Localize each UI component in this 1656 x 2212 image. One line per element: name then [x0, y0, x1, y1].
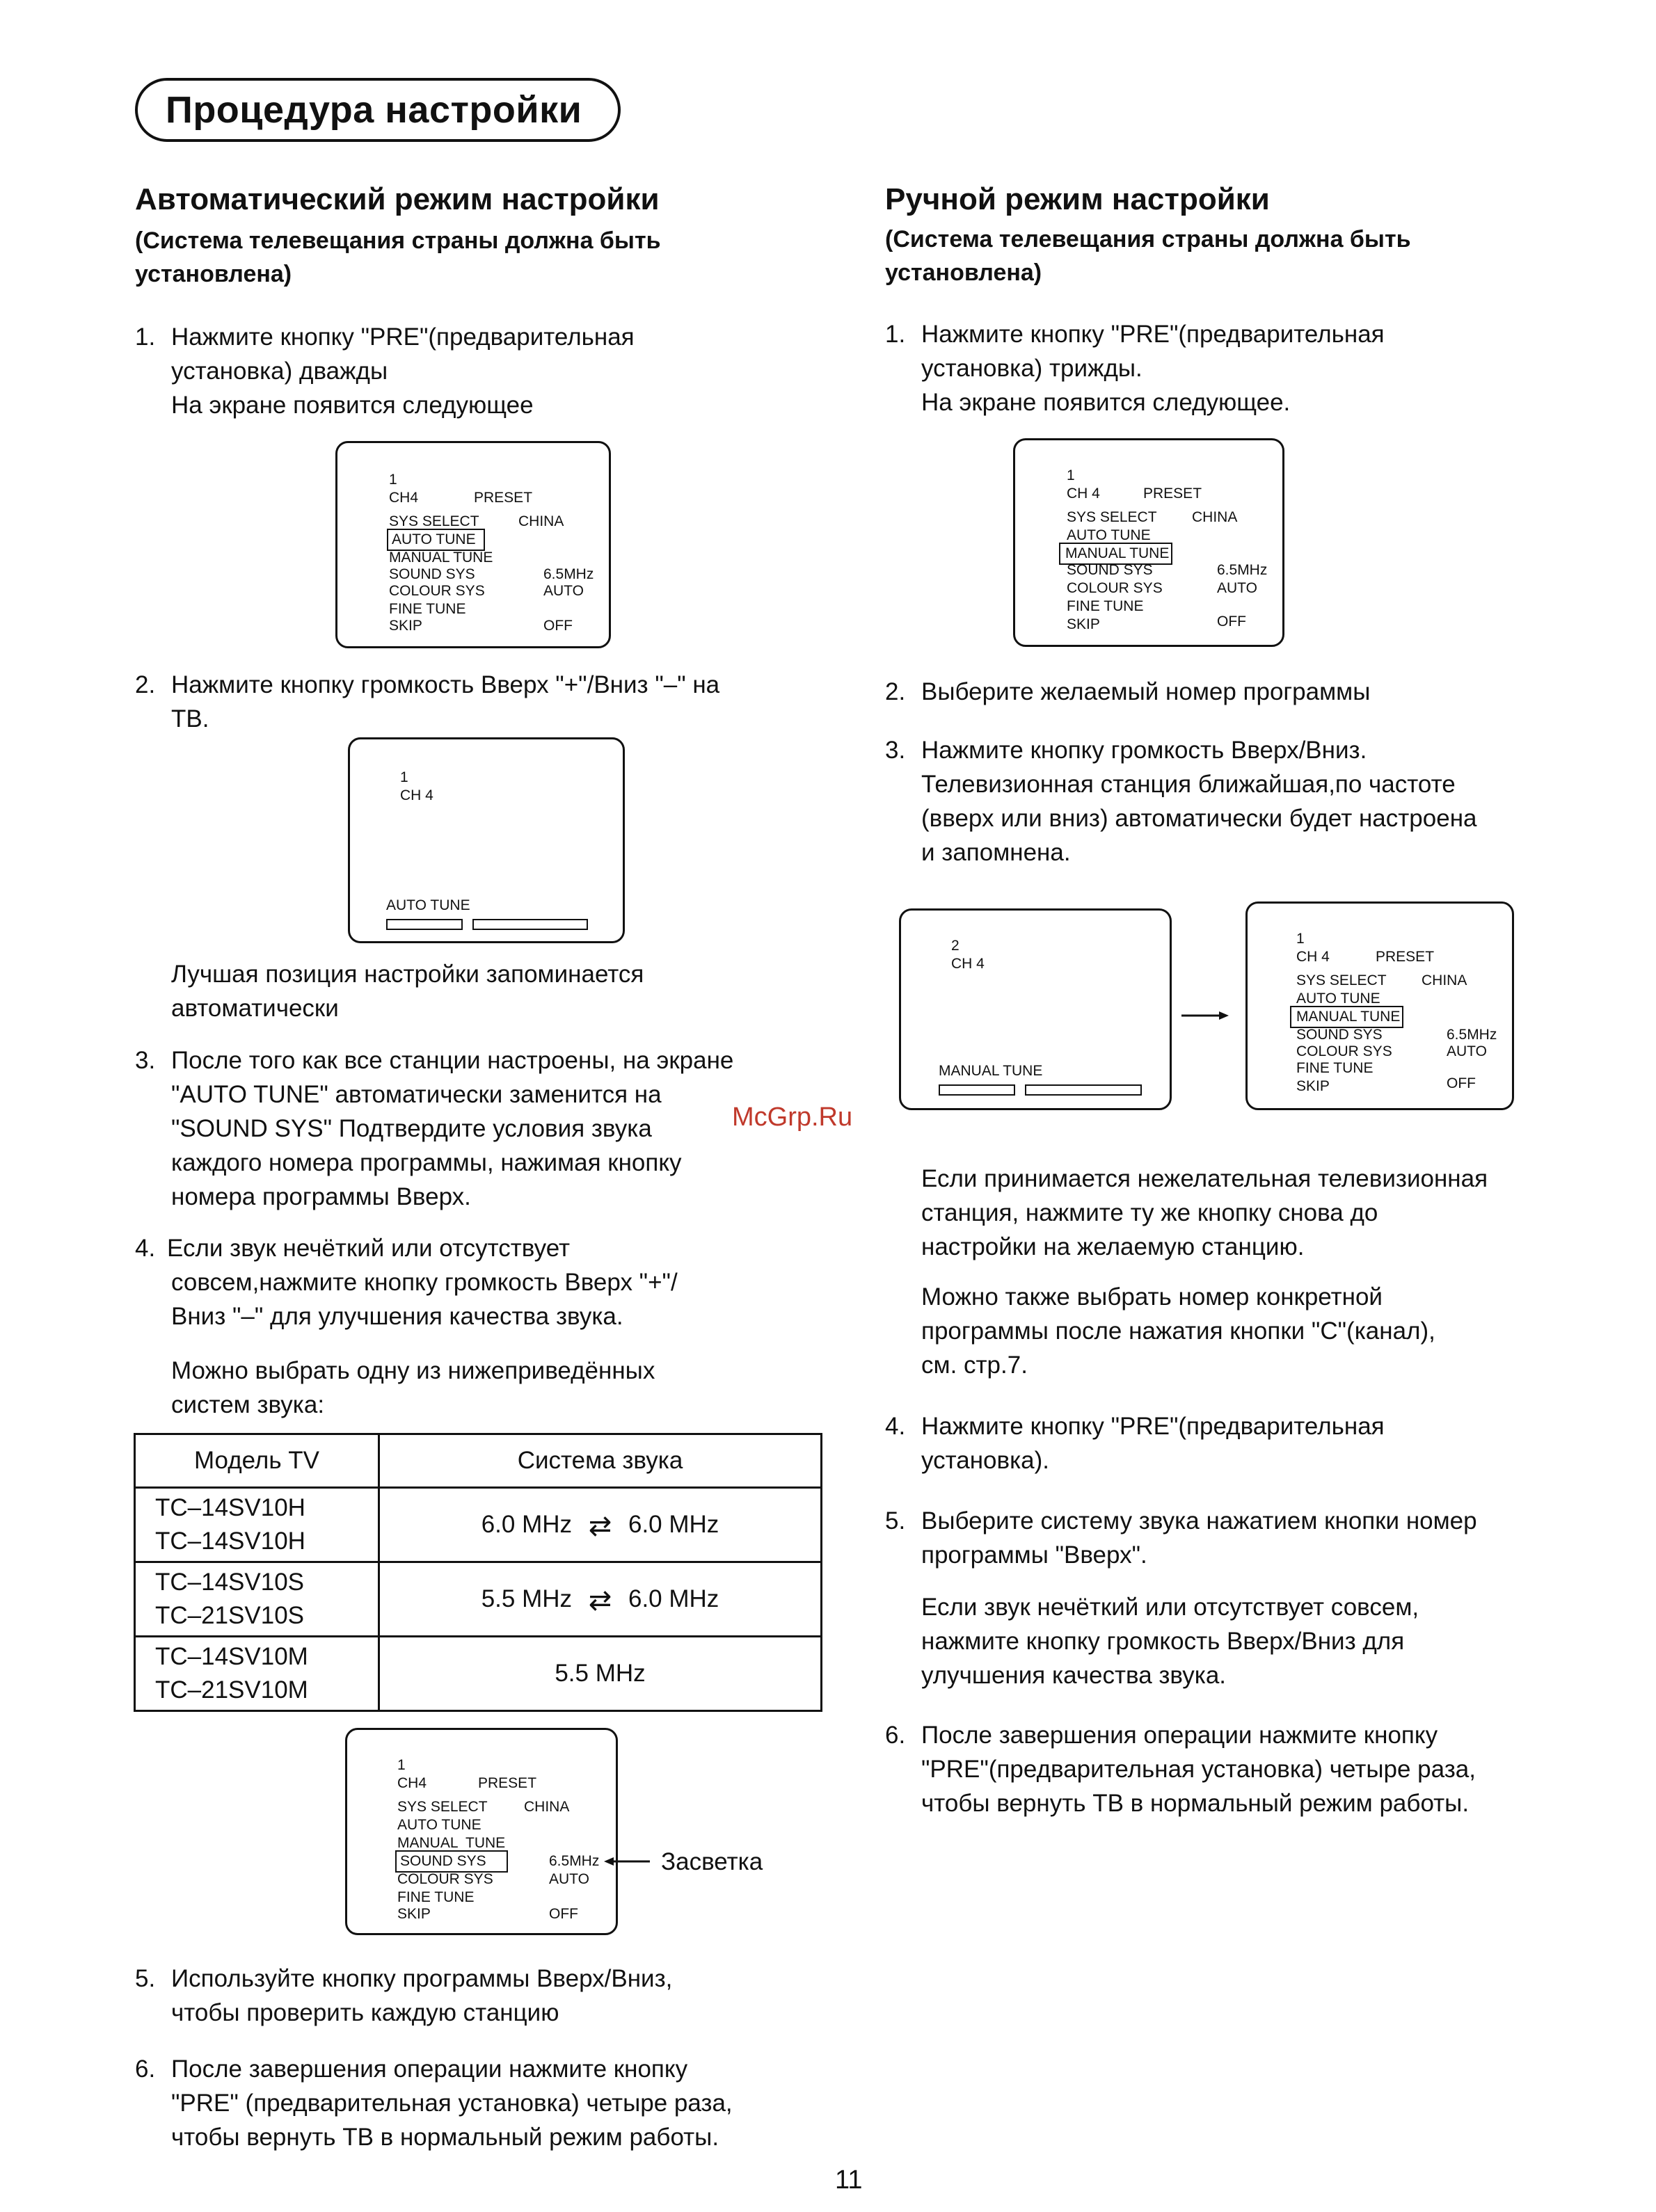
- model-name: TC–14SV10H: [155, 1528, 305, 1555]
- osd-row-label: MANUAL TUNE: [389, 550, 493, 566]
- left-step-2: [135, 668, 859, 736]
- step-number: 4.: [135, 1235, 156, 1262]
- osd-mode: PRESET: [478, 1775, 537, 1791]
- step-text: "PRE" (предварительная установка) четыре раза,: [171, 2090, 733, 2117]
- osd-row-value: CHINA: [518, 513, 564, 529]
- step-number: 2.: [885, 678, 906, 705]
- osd-channel-number: 1: [397, 1757, 406, 1773]
- osd-channel-number: 1: [389, 472, 397, 488]
- right-step-3: [885, 733, 1623, 869]
- osd-row-label-highlighted: SOUND SYS: [397, 1852, 506, 1870]
- step-text: и запомнена.: [921, 839, 1071, 866]
- step-text: Нажмите кнопку громкость Вверх/Вниз.: [921, 737, 1367, 764]
- osd-row-label-highlighted: MANUAL TUNE: [1061, 545, 1170, 563]
- osd-channel: CH 4: [1296, 949, 1330, 965]
- step-text: Нажмите кнопку громкость Вверх "+"/Вниз "–" на: [171, 671, 720, 698]
- osd-mode: PRESET: [1143, 486, 1202, 502]
- right-note-2-line2: программы после нажатия кнопки "C"(канал),: [921, 1317, 1435, 1345]
- step-text: После завершения операции нажмите кнопку: [921, 1722, 1438, 1749]
- osd-row-label: SYS SELECT: [397, 1799, 488, 1815]
- arrow-right-icon: [1180, 1009, 1230, 1023]
- osd-row-value: AUTO: [1217, 580, 1257, 596]
- osd-row-label: COLOUR SYS: [389, 583, 485, 599]
- step-number: 6.: [885, 1722, 906, 1749]
- tv-screen-manual-tune-progress: [899, 908, 1172, 1110]
- step-text: совсем,нажмите кнопку громкость Вверх "+"/: [171, 1269, 678, 1296]
- left-step-6: [135, 2052, 873, 2154]
- step-text: Если звук нечёткий или отсутствует: [167, 1235, 571, 1262]
- table-cell-sound-system: [379, 1488, 822, 1562]
- osd-row-label: SOUND SYS: [1067, 562, 1153, 578]
- auto-tune-heading: Автоматический режим настройки: [135, 182, 660, 216]
- osd-row-value: CHINA: [1422, 972, 1467, 988]
- osd-row-value: AUTO: [543, 583, 584, 599]
- manual-tune-heading: Ручной режим настройки: [885, 182, 1270, 216]
- step-text: ТВ.: [171, 705, 209, 732]
- table-cell-sound-system: [379, 1562, 822, 1637]
- step-text: Используйте кнопку программы Вверх/Вниз,: [171, 1965, 673, 1992]
- step-text: "PRE"(предварительная установка) четыре раза,: [921, 1756, 1476, 1783]
- step-text: После того как все станции настроены, на экране: [171, 1047, 734, 1074]
- osd-row-label: SOUND SYS: [389, 566, 475, 582]
- left-note-1-line2: автоматически: [171, 995, 339, 1022]
- table-cell-model: [135, 1637, 379, 1711]
- manual-tune-subheading-line2: установлена): [885, 259, 1042, 286]
- right-note-1-line3: настройки на желаемую станцию.: [921, 1233, 1305, 1260]
- model-name: TC–14SV10M: [155, 1643, 308, 1670]
- osd-channel-number: 1: [400, 769, 408, 785]
- step-text: Нажмите кнопку "PRE"(предварительная: [921, 321, 1385, 348]
- osd-row-label: FINE TUNE: [1067, 598, 1144, 614]
- osd-row-label: SOUND SYS: [1296, 1027, 1383, 1043]
- osd-row-label: SYS SELECT: [1296, 972, 1387, 988]
- tune-progress-bar: [1025, 1084, 1142, 1096]
- step-text: Вниз "–" для улучшения качества звука.: [171, 1303, 623, 1330]
- osd-row-label: COLOUR SYS: [397, 1871, 493, 1887]
- osd-mode: PRESET: [474, 490, 533, 506]
- table-row: [135, 1562, 822, 1637]
- step-text: каждого номера программы, нажимая кнопку: [171, 1149, 682, 1176]
- auto-tune-subheading-line2: установлена): [135, 261, 292, 287]
- osd-row-value: 6.5MHz: [543, 566, 594, 582]
- step-text: На экране появится следующее.: [921, 389, 1291, 416]
- right-note-3-line2: нажмите кнопку громкость Вверх/Вниз для: [921, 1628, 1405, 1655]
- osd-row-value: OFF: [1447, 1075, 1476, 1091]
- osd-row-value: OFF: [1217, 614, 1246, 630]
- right-step-2: [885, 675, 1623, 709]
- table-header-sound-system: Система звука: [379, 1434, 822, 1488]
- toggle-arrows-icon: ⇄: [588, 1585, 612, 1616]
- step-text: программы "Вверх".: [921, 1541, 1147, 1569]
- step-text: установка) дважды: [171, 358, 388, 385]
- right-step-4: [885, 1409, 1623, 1477]
- callout-arrow-icon: [604, 1854, 653, 1868]
- osd-row-value: CHINA: [524, 1799, 570, 1815]
- tv-screen-preset-manual-result: [1245, 901, 1514, 1110]
- table-header-model: Модель TV: [135, 1434, 379, 1488]
- osd-row-value: OFF: [543, 618, 573, 634]
- osd-channel: CH 4: [951, 956, 985, 972]
- tune-progress-bar: [386, 919, 463, 930]
- osd-tune-label: AUTO TUNE: [386, 897, 470, 913]
- right-step-6: [885, 1718, 1623, 1820]
- highlight-callout-label: Засветка: [661, 1848, 763, 1875]
- page-number: 11: [835, 2165, 863, 2195]
- auto-tune-subheading-line1: (Система телевещания страны должна быть: [135, 227, 661, 254]
- tv-screen-auto-tune-progress: [348, 737, 625, 943]
- osd-row-label: AUTO TUNE: [1067, 527, 1151, 543]
- sound-system-value: 6.0 MHz: [628, 1511, 719, 1538]
- table-cell-model: [135, 1488, 379, 1562]
- osd-row-value: 6.5MHz: [1447, 1027, 1497, 1043]
- table-row: [135, 1488, 822, 1562]
- osd-row-label: SKIP: [397, 1906, 431, 1922]
- right-note-2-line1: Можно также выбрать номер конкретной: [921, 1283, 1383, 1311]
- right-step-5: [885, 1504, 1623, 1572]
- osd-channel: CH 4: [1067, 486, 1100, 502]
- step-number: 1.: [135, 323, 156, 351]
- osd-channel: CH4: [397, 1775, 427, 1791]
- step-text: Нажмите кнопку "PRE"(предварительная: [171, 323, 635, 351]
- page-title: Процедура настройки: [135, 78, 621, 142]
- left-note-2-line2: систем звука:: [171, 1391, 325, 1418]
- osd-row-label: SYS SELECT: [1067, 509, 1157, 525]
- osd-row-label: FINE TUNE: [1296, 1060, 1374, 1076]
- right-note-1-line2: станция, нажмите ту же кнопку снова до: [921, 1199, 1378, 1226]
- manual-tune-subheading-line1: (Система телевещания страны должна быть: [885, 226, 1411, 253]
- osd-row-value: AUTO: [1447, 1043, 1487, 1059]
- osd-row-value: 6.5MHz: [1217, 562, 1268, 578]
- step-number: 3.: [135, 1047, 156, 1074]
- step-text: Выберите желаемый номер программы: [921, 678, 1371, 705]
- tune-progress-bar: [939, 1084, 1015, 1096]
- table-cell-sound-system: [379, 1637, 822, 1711]
- step-text: "AUTO TUNE" автоматически заменится на: [171, 1081, 662, 1108]
- osd-row-value: CHINA: [1192, 509, 1238, 525]
- table-cell-model: [135, 1562, 379, 1637]
- step-text: Нажмите кнопку "PRE"(предварительная: [921, 1413, 1385, 1440]
- sound-system-table: [134, 1433, 822, 1712]
- osd-row-label: SKIP: [389, 618, 422, 634]
- sound-system-value: 5.5 MHz: [555, 1660, 646, 1687]
- watermark: McGrp.Ru: [732, 1103, 853, 1132]
- osd-row-label-highlighted: AUTO TUNE: [389, 531, 483, 549]
- model-name: TC–21SV10S: [155, 1602, 305, 1629]
- osd-row-label: FINE TUNE: [397, 1889, 475, 1905]
- step-text: "SOUND SYS" Подтвердите условия звука: [171, 1115, 652, 1142]
- right-note-3-line1: Если звук нечёткий или отсутствует совсем,: [921, 1594, 1419, 1621]
- step-text: После завершения операции нажмите кнопку: [171, 2055, 688, 2083]
- sound-system-value: 6.0 MHz: [628, 1585, 719, 1612]
- osd-tune-label: MANUAL TUNE: [939, 1063, 1043, 1079]
- tv-screen-sound-sys: [345, 1728, 618, 1935]
- step-number: 6.: [135, 2055, 156, 2083]
- tune-progress-bar: [472, 919, 588, 930]
- step-number: 4.: [885, 1413, 906, 1440]
- osd-row-value: AUTO: [549, 1871, 589, 1887]
- tv-screen-preset-manual: [1013, 438, 1284, 647]
- step-number: 3.: [885, 737, 906, 764]
- step-number: 2.: [135, 671, 156, 698]
- step-text: чтобы вернуть ТВ в нормальный режим работы.: [921, 1790, 1470, 1817]
- step-number: 5.: [135, 1965, 156, 1992]
- table-row: [135, 1637, 822, 1711]
- left-step-1: [135, 320, 859, 422]
- osd-mode: PRESET: [1376, 949, 1435, 965]
- tv-screen-preset-auto: [335, 441, 611, 648]
- right-note-3-line3: улучшения качества звука.: [921, 1662, 1227, 1689]
- step-text: установка) трижды.: [921, 355, 1143, 382]
- right-step-1: [885, 317, 1623, 419]
- osd-row-label: COLOUR SYS: [1067, 580, 1163, 596]
- osd-channel-number: 1: [1296, 931, 1305, 947]
- osd-row-label-highlighted: MANUAL TUNE: [1292, 1008, 1401, 1026]
- left-step-5: [135, 1962, 873, 2030]
- step-text: Выберите систему звука нажатием кнопки номер: [921, 1507, 1477, 1534]
- osd-row-label: SYS SELECT: [389, 513, 479, 529]
- osd-row-value: OFF: [549, 1906, 578, 1922]
- sound-system-value: 6.0 MHz: [481, 1511, 572, 1538]
- osd-row-label: COLOUR SYS: [1296, 1043, 1392, 1059]
- model-name: TC–21SV10M: [155, 1676, 308, 1704]
- osd-channel: CH 4: [400, 787, 433, 803]
- model-name: TC–14SV10H: [155, 1494, 305, 1521]
- right-note-2-line3: см. стр.7.: [921, 1352, 1028, 1379]
- osd-row-label: SKIP: [1296, 1078, 1330, 1094]
- osd-channel-number: 1: [1067, 467, 1075, 483]
- sound-system-value: 5.5 MHz: [481, 1585, 572, 1612]
- osd-row-value: 6.5MHz: [549, 1853, 600, 1869]
- step-text: установка).: [921, 1447, 1050, 1474]
- osd-channel: CH4: [389, 490, 419, 506]
- left-step-4: [135, 1231, 873, 1333]
- osd-channel-number: 2: [951, 938, 960, 954]
- left-note-2-line1: Можно выбрать одну из нижеприведённых: [171, 1357, 655, 1384]
- osd-row-label: AUTO TUNE: [1296, 991, 1380, 1007]
- step-text: (вверх или вниз) автоматически будет настроена: [921, 805, 1477, 832]
- step-text: номера программы Вверх.: [171, 1183, 471, 1210]
- left-note-1-line1: Лучшая позиция настройки запоминается: [171, 961, 644, 988]
- table-header-row: [135, 1434, 822, 1488]
- osd-row-label: FINE TUNE: [389, 601, 466, 617]
- right-note-1-line1: Если принимается нежелательная телевизионная: [921, 1165, 1488, 1192]
- toggle-arrows-icon: ⇄: [588, 1510, 612, 1541]
- osd-row-label: SKIP: [1067, 616, 1100, 632]
- osd-row-label: AUTO TUNE: [397, 1817, 481, 1833]
- step-number: 1.: [885, 321, 906, 348]
- step-text: чтобы проверить каждую станцию: [171, 1999, 559, 2026]
- step-number: 5.: [885, 1507, 906, 1534]
- step-text: На экране появится следующее: [171, 392, 534, 419]
- step-text: Телевизионная станция ближайшая,по частоте: [921, 771, 1456, 798]
- osd-row-label: MANUAL TUNE: [397, 1835, 506, 1851]
- step-text: чтобы вернуть ТВ в нормальный режим работы.: [171, 2124, 719, 2151]
- model-name: TC–14SV10S: [155, 1569, 305, 1596]
